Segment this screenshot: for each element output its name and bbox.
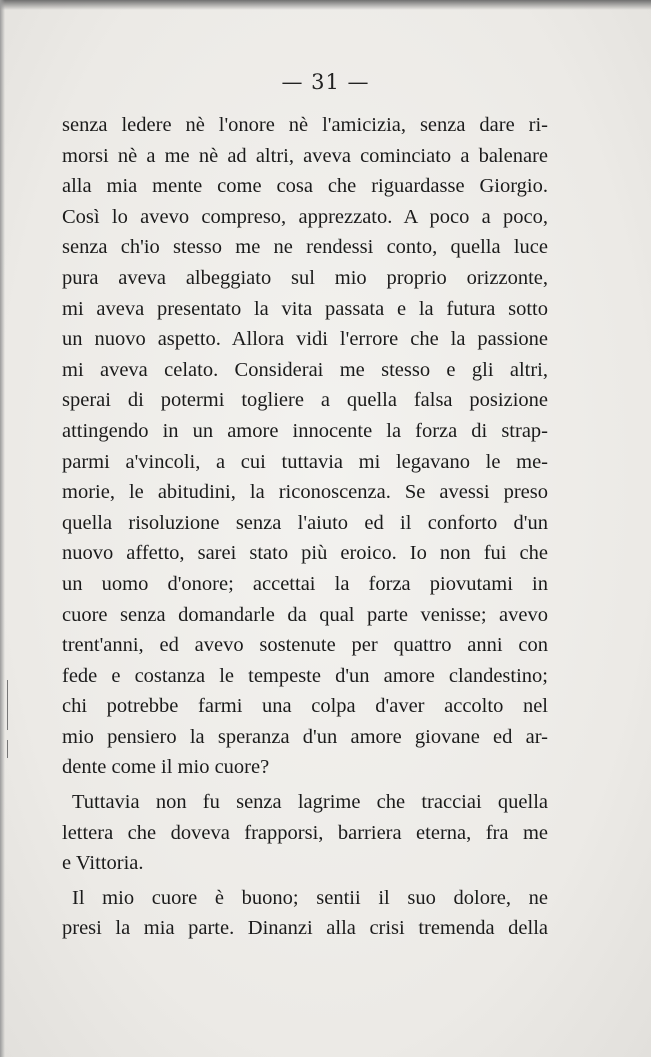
text-line: nuovo affetto, sarei stato più eroico. Io non fui che bbox=[62, 542, 548, 565]
text-line: presi la mia parte. Dinanzi alla crisi tremenda della bbox=[62, 917, 548, 940]
text-line: senza ledere nè l'onore nè l'amicizia, senza dare ri- bbox=[62, 114, 548, 136]
text-line: quella risoluzione senza l'aiuto ed il conforto d'un bbox=[62, 511, 548, 534]
paragraph bbox=[62, 110, 548, 783]
scan-edge-top bbox=[0, 0, 651, 10]
text-line: Così lo avevo compreso, apprezzato. A poco a poco, bbox=[62, 205, 548, 228]
text-line: Il mio cuore è buono; sentii il suo dolore, ne bbox=[72, 886, 548, 909]
text-line: e Vittoria. bbox=[62, 852, 144, 875]
text-line: chi potrebbe farmi una colpa d'aver accolto nel bbox=[62, 695, 548, 718]
paragraph bbox=[62, 787, 548, 879]
text-line: parmi a'vincoli, a cui tuttavia mi legavano le me- bbox=[62, 450, 548, 473]
text-line: fede e costanza le tempeste d'un amore clandestino; bbox=[62, 664, 548, 687]
text-line: attingendo in un amore innocente la forza di strap- bbox=[62, 419, 548, 442]
text-line: trent'anni, ed avevo sostenute per quattro anni con bbox=[62, 634, 548, 657]
margin-mark bbox=[7, 680, 8, 730]
margin-mark bbox=[7, 740, 8, 758]
text-line: pura aveva albeggiato sul mio proprio orizzonte, bbox=[62, 266, 548, 289]
text-line: mio pensiero la speranza d'un amore giovane ed ar- bbox=[62, 725, 548, 748]
paragraph bbox=[62, 883, 548, 944]
text-line: sperai di potermi togliere a quella falsa posizione bbox=[62, 389, 548, 412]
text-line: alla mia mente come cosa che riguardasse Giorgio. bbox=[62, 175, 548, 198]
text-line: morie, le abitudini, la riconoscenza. Se avessi preso bbox=[62, 481, 548, 504]
page-number: — 31 — bbox=[281, 70, 370, 94]
scan-edge-left bbox=[0, 0, 5, 1057]
text-line: dente come il mio cuore? bbox=[62, 756, 270, 779]
text-line: un nuovo aspetto. Allora vidi l'errore che la passione bbox=[62, 328, 548, 351]
text-line: un uomo d'onore; accettai la forza piovutami in bbox=[62, 572, 548, 595]
body-text bbox=[62, 110, 548, 944]
text-line: morsi nè a me nè ad altri, aveva cominciato a balenare bbox=[62, 144, 548, 167]
text-line: lettera che doveva frapporsi, barriera eterna, fra me bbox=[62, 821, 548, 844]
text-line: senza ch'io stesso me ne rendessi conto, quella luce bbox=[62, 236, 548, 259]
text-line: Tuttavia non fu senza lagrime che tracciai quella bbox=[72, 791, 548, 814]
text-line: mi aveva celato. Considerai me stesso e gli altri, bbox=[62, 358, 548, 381]
text-line: cuore senza domandarle da qual parte venisse; avevo bbox=[62, 603, 548, 626]
text-line: mi aveva presentato la vita passata e la futura sotto bbox=[62, 297, 548, 320]
